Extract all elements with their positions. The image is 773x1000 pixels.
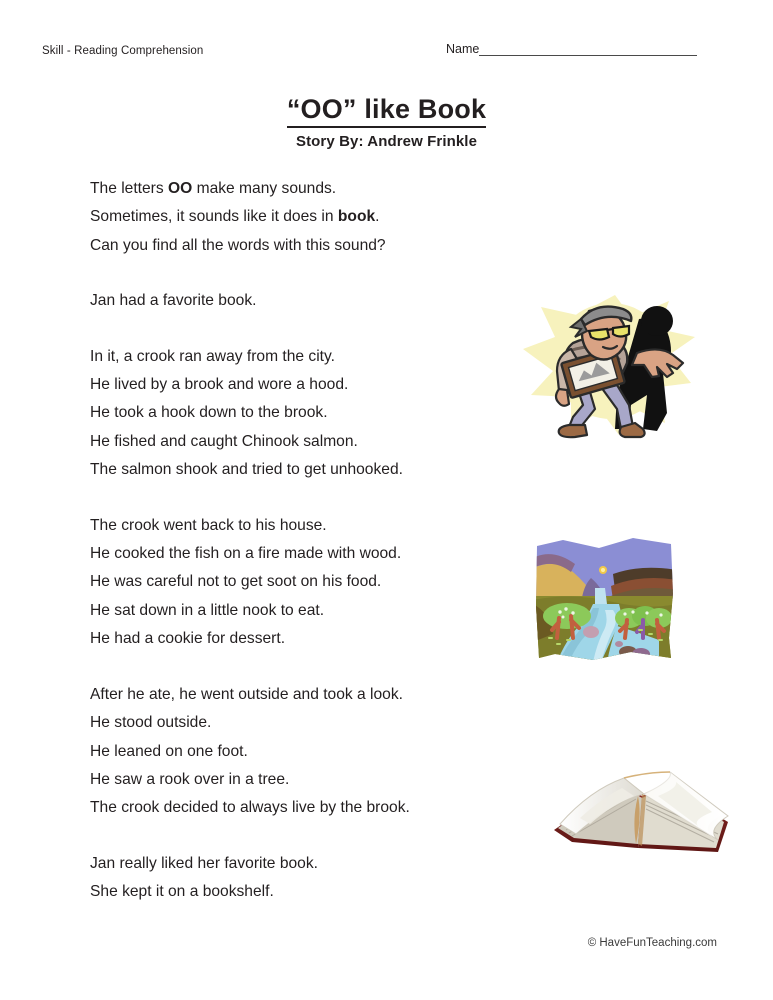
story-text: . (375, 208, 380, 226)
story-line (90, 597, 520, 625)
story-line (90, 568, 520, 596)
story-line (90, 371, 520, 399)
story-text: Jan really liked her favorite book. (90, 854, 318, 872)
site-copyright: © HaveFunTeaching.com (587, 937, 717, 949)
story-line (90, 175, 520, 203)
story-line (90, 456, 520, 484)
story-stanza (90, 681, 520, 823)
story-line (90, 766, 520, 794)
story-text: He sat down in a little nook to eat. (90, 601, 325, 619)
author-byline: Story By: Andrew Frinkle (295, 133, 478, 150)
story-line (90, 794, 520, 822)
story-text: He had a cookie for dessert. (90, 630, 286, 648)
story-line (90, 343, 520, 371)
story-text: She kept it on a bookshelf. (90, 883, 274, 901)
story-text: The crook decided to always live by the brook. (90, 799, 410, 817)
name-field[interactable] (446, 42, 697, 57)
story-body (90, 175, 520, 907)
burglar-illustration (519, 291, 699, 439)
story-text: He leaned on one foot. (90, 742, 248, 760)
title-container (0, 94, 773, 128)
open-book-illustration (546, 760, 734, 860)
story-line (90, 850, 520, 878)
story-line (90, 203, 520, 231)
story-text: In it, a crook ran away from the city. (90, 347, 335, 365)
story-text: He cooked the fish on a fire made with wood. (90, 545, 402, 563)
story-text: He lived by a brook and wore a hood. (90, 376, 349, 394)
story-line (90, 287, 520, 315)
story-stanza (90, 850, 520, 907)
story-line (90, 681, 520, 709)
story-text: He stood outside. (90, 714, 212, 732)
story-text: Jan had a favorite book. (90, 292, 257, 310)
story-line (90, 738, 520, 766)
story-text: He was careful not to get soot on his food. (90, 573, 382, 591)
story-text: After he ate, he went outside and took a look. (90, 685, 403, 703)
story-text: The salmon shook and tried to get unhooked. (90, 461, 403, 479)
skill-label: Skill - Reading Comprehension (42, 45, 204, 57)
story-line (90, 709, 520, 737)
story-line (90, 428, 520, 456)
page-title: “OO” like Book (287, 94, 486, 128)
story-line (90, 232, 520, 260)
emphasized-word: book (337, 208, 376, 226)
story-stanza (90, 512, 520, 654)
name-label: Name (446, 42, 480, 56)
story-line (90, 512, 520, 540)
story-text: He fished and caught Chinook salmon. (90, 432, 358, 450)
brook-landscape-illustration (533, 534, 677, 664)
story-stanza (90, 175, 520, 260)
story-line (90, 878, 520, 906)
story-text: Can you find all the words with this sound? (90, 236, 386, 254)
story-stanza (90, 287, 520, 315)
story-text: He saw a rook over in a tree. (90, 770, 290, 788)
story-text: Sometimes, it sounds like it does in (90, 208, 338, 226)
name-write-line[interactable] (479, 55, 697, 56)
story-text: He took a hook down to the brook. (90, 404, 328, 422)
story-stanza (90, 343, 520, 485)
story-text: The crook went back to his house. (90, 516, 327, 534)
story-text: The letters (90, 180, 168, 197)
story-line (90, 625, 520, 653)
emphasized-word: OO (168, 180, 193, 197)
story-text: make many sounds. (192, 180, 337, 197)
story-line (90, 540, 520, 568)
story-line (90, 399, 520, 427)
